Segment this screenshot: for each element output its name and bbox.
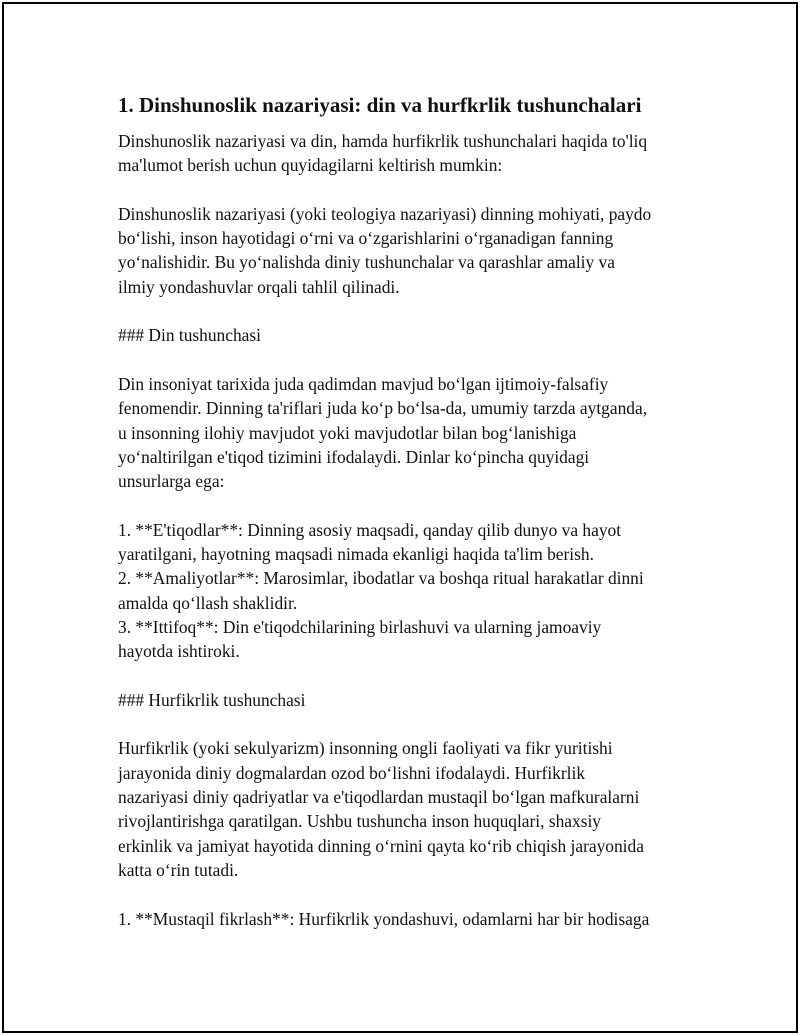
text-line: fenomendir. Dinning ta'riflari juda ko‘p bo‘lsa-da, umumiy tarzda aytganda, [118,398,648,419]
paragraph-gap [118,882,688,906]
text-line: 1. **E'tiqodlar**: Dinning asosiy maqsadi, qanday qilib dunyo va hayot [118,519,622,540]
page-title: 1. Dinshunoslik nazariyasi: din va hurfkrlik tushunchalari [118,93,642,117]
text-line: 1. **Mustaqil fikrlash**: Hurfikrlik yondashuvi, odamlarni har bir hodisaga [118,908,650,929]
text-line: jarayonida diniy dogmalardan ozod bo‘lishni ifodalaydi. Hurfikrlik [118,762,586,783]
text-line: Dinshunoslik nazariyasi (yoki teologiya nazariyasi) dinning mohiyati, paydo [118,203,652,224]
text-line: 2. **Amaliyotlar**: Marosimlar, ibodatlar va boshqa ritual harakatlar dinni [118,568,644,589]
paragraph-gap [118,299,688,323]
paragraph-gap [118,664,688,688]
paragraph-gap [118,178,688,202]
section-heading-line: ### Din tushunchasi [118,325,261,346]
text-line: 3. **Ittifoq**: Din e'tiqodchilarining birlashuvi va ularning jamoaviy [118,616,602,637]
paragraph-gap [118,348,688,372]
text-line: Hurfikrlik (yoki sekulyarizm) insonning ongli faoliyati va fikr yuritishi [118,738,613,759]
text-line: ilmiy yondashuvlar orqali tahlil qilinadi. [118,276,400,297]
text-line: bo‘lishi, inson hayotidagi o‘rni va o‘zgarishlarini o‘rganadigan fanning [118,228,614,249]
text-line: Din insoniyat tarixida juda qadimdan mavjud bo‘lgan ijtimoiy-falsafiy [118,373,609,394]
text-line: yo‘nalishidir. Bu yo‘nalishda diniy tushunchalar va qarashlar amaliy va [118,252,615,273]
text-line: yo‘naltirilgan e'tiqod tizimini ifodalaydi. Dinlar ko‘pincha quyidagi [118,446,590,467]
paragraph-gap [118,712,688,736]
text-line: yaratilgani, hayotning maqsadi nimada ekanligi haqida ta'lim berish. [118,544,594,565]
text-line: erkinlik va jamiyat hayotida dinning o‘rnini qayta ko‘rib chiqish jarayonida [118,835,644,856]
document-body [118,92,688,931]
text-line: katta o‘rin tutadi. [118,859,239,880]
text-line: rivojlantirishga qaratilgan. Ushbu tushuncha inson huquqlari, shaxsiy [118,811,601,832]
text-line: Dinshunoslik nazariyasi va din, hamda hurfikrlik tushunchalari haqida to'liq [118,131,648,151]
text-line: unsurlarga ega: [118,471,225,492]
text-line: nazariyasi diniy qadriyatlar va e'tiqodlardan mustaqil bo‘lgan mafkuralarni [118,787,640,808]
text-line: amalda qo‘llash shaklidir. [118,592,298,613]
text-line: u insonning ilohiy mavjudot yoki mavjudotlar bilan bog‘lanishiga [118,422,577,443]
text-line: ma'lumot berish uchun quyidagilarni keltirish mumkin: [118,155,503,176]
paragraph-gap [118,493,688,517]
text-line: hayotda ishtiroki. [118,641,240,662]
section-heading-line: ### Hurfikrlik tushunchasi [118,689,306,710]
text-lines [118,129,688,931]
